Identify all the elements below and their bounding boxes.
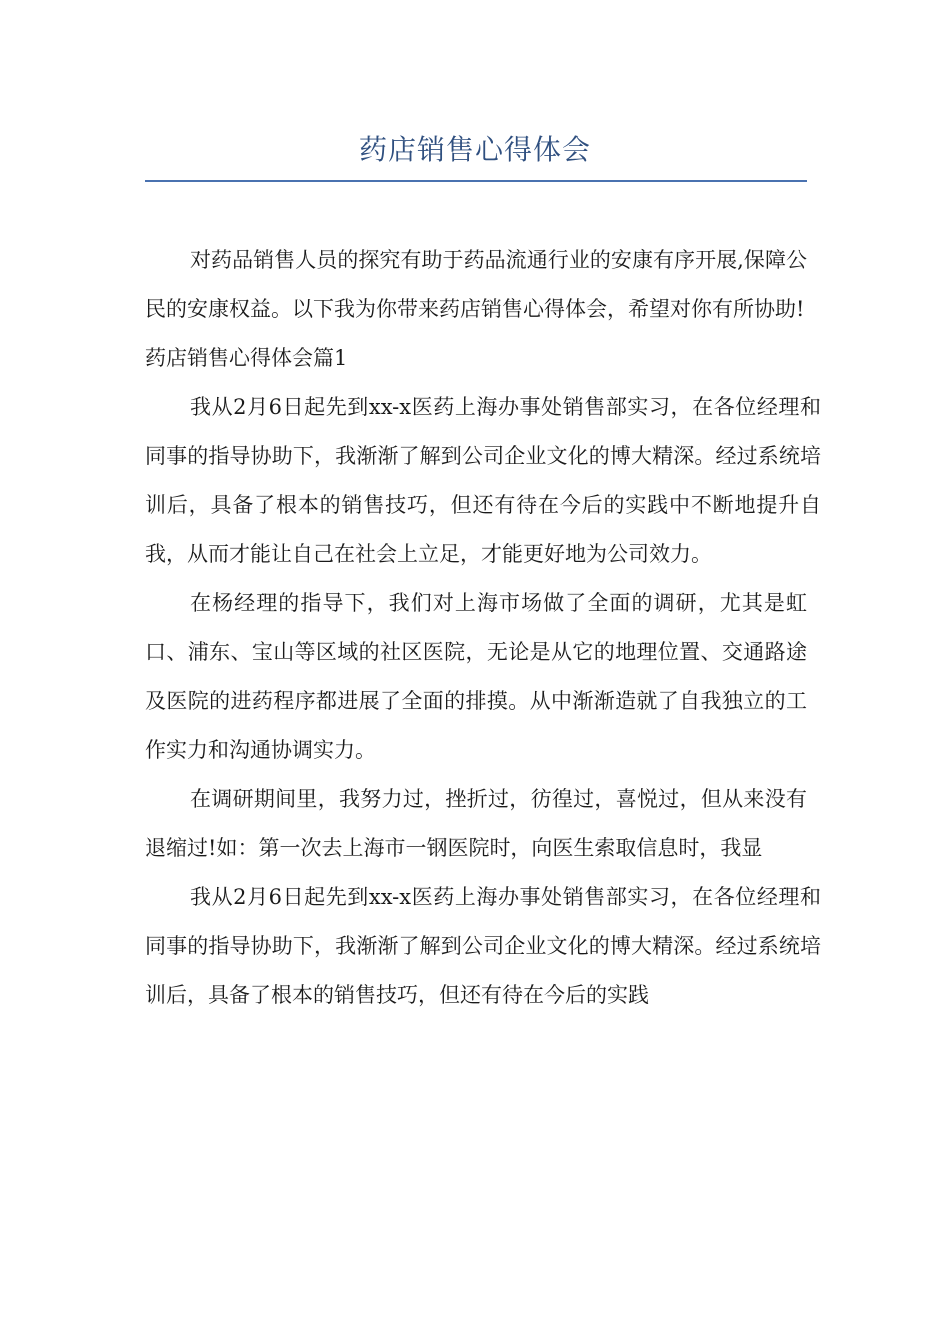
body-paragraph-2: 在杨经理的指导下，我们对上海市场做了全面的调研，尤其是虹口、浦东、宝山等区域的社区医院，无论是从它的地理位置、交通路途及医院的进药程序都进展了全面的排摸。从中渐渐造就了自我独立的工作实力和沟通协调实力。 [145, 591, 807, 762]
section-heading: 药店销售心得体会篇1 [145, 346, 348, 370]
body-paragraph-1: 我从2月6日起先到xx-x医药上海办事处销售部实习，在各位经理和同事的指导协助下，我渐渐了解到公司企业文化的博大精深。经过系统培训后，具备了根本的销售技巧，但还有待在今后的实践中不断地提升自我，从而才能让自己在社会上立足，才能更好地为公司效力。 [145, 395, 821, 566]
document-body [145, 236, 821, 1020]
intro-paragraph: 对药品销售人员的探究有助于药品流通行业的安康有序开展,保障公民的安康权益。以下我为你带来药店销售心得体会，希望对你有所协助! [145, 248, 807, 321]
body-paragraph-4: 我从2月6日起先到xx-x医药上海办事处销售部实习，在各位经理和同事的指导协助下，我渐渐了解到公司企业文化的博大精深。经过系统培训后，具备了根本的销售技巧，但还有待在今后的实践 [145, 885, 821, 1007]
document-title: 药店销售心得体会 [358, 133, 591, 166]
title-underline [145, 180, 807, 182]
body-paragraph-3: 在调研期间里，我努力过，挫折过，彷徨过，喜悦过，但从来没有退缩过!如：第一次去上海市一钢医院时，向医生索取信息时，我显 [145, 787, 807, 860]
